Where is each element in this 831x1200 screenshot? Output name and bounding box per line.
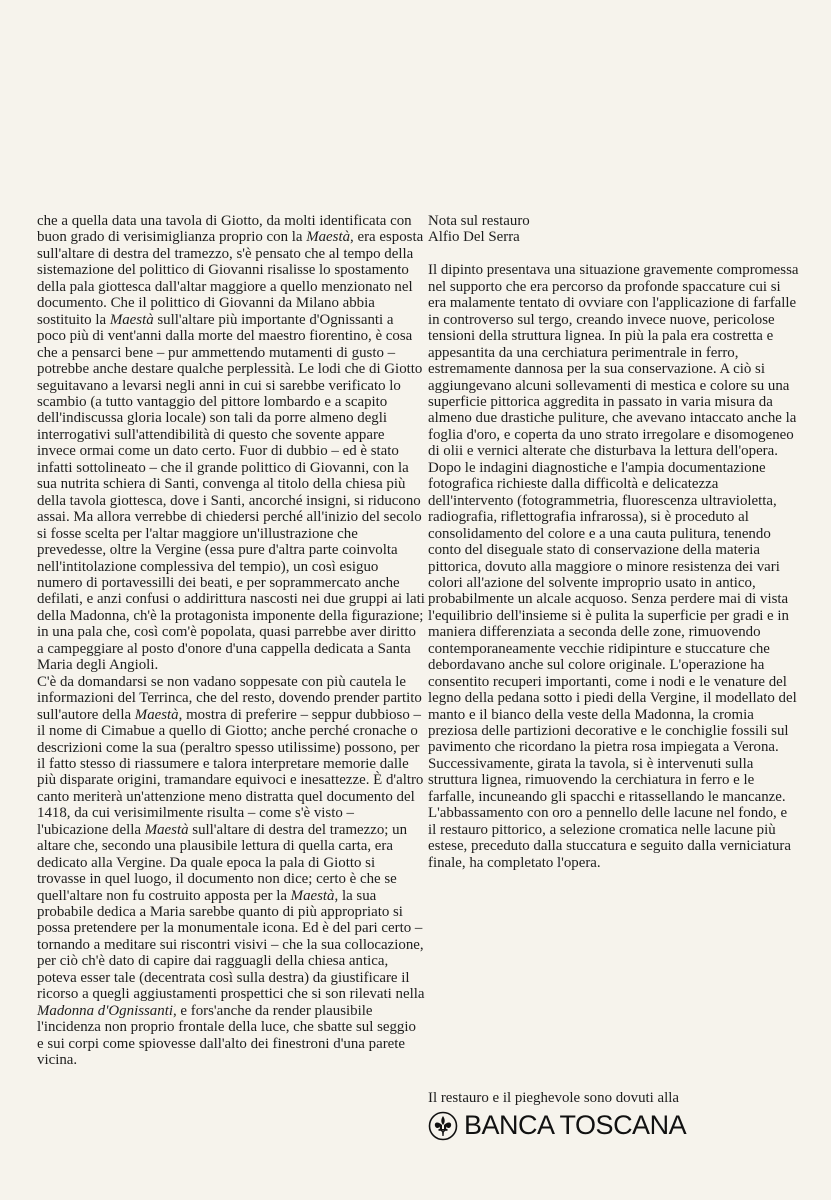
- sponsor-credit: Il restauro e il pieghevole sono dovuti alla: [428, 1090, 680, 1106]
- left-paragraph-2: C'è da domandarsi se non vadano soppesate con più cautela le informazioni del Terrinca, che del resto, dovendo prender partito sull'autore della Maestà, mostra di preferire – seppur dubbioso – il nome di Cimabue a quello di Giotto; anche perché cronache o descrizioni come la sua (peraltro spesso utilissime) possono, per il fatto stesso di riassumere e talora interpretare memorie dalle più disparate origini, tramandare equivoci e inesattezze. È d'altro canto meriterà un'attenzione meno distratta quel documento del 1418, da cui verisimilmente risulta – come s'è visto – l'ubicazione della Maestà sull'altare di destra del tramezzo; un altare che, secondo una plausibile lettura di quella carta, era dedicato alla Vergine. Da quale epoca la pala di Giotto si trovasse in quel luogo, il documento non dice; certo è che se quell'altare non fu costruito apposta per la Maestà, la sua probabile dedica a Maria sarebbe quanto di più appropriato si possa pretendere per la monumentale icona. Ed è del pari certo – tornando a meditare sui riscontri visivi – che la sua collocazione, per ciò ch'è dato di capire dai ragguagli della chiesa antica, poteva esser tale (decentrata così sulla destra) da giustificare il ricorso a quegli aggiustamenti prospettici che si son rilevati nella Madonna d'Ognissanti, e fors'anche da render plausibile l'incidenza non proprio frontale della luce, che sbatte sul seggio e sui corpi come spiovesse dall'alto dei finestroni d'una parete vicina.: [37, 673, 425, 1069]
- right-paragraph-2: Dopo le indagini diagnostiche e l'ampia documentazione fotografica richieste dalla difficoltà e delicatezza dell'intervento (fotogrammetria, fluorescenza ultravioletta, radiografia, riflettografia infrarossa), si è proceduto al consolidamento del colore e a una cauta pulitura, tenendo conto del diseguale stato di conservazione della materia pittorica, dovuto alla maggiore o minore resistenza dei vari colori all'azione del solvente improprio usato in antico, probabilmente un alcale acquoso. Senza perdere mai di vista l'equilibrio dell'insieme si è pulita la superficie per gradi e in maniera differenziata a seconda delle zone, rimuovendo contemporaneamente vecchie ridipinture e stuccature che debordavano anche sul colore originale. L'operazione ha consentito recuperi importanti, come i nodi e le venature del legno della pedana sotto i piedi della Vergine, il modellato del manto e il bianco della veste della Madonna, la cromia preziosa delle partizioni decorative e le conchiglie fossili sul pavimento che ricordano la pietra rosa impiegata a Verona. Successivamente, girata la tavola, si è intervenuti sulla struttura lignea, rimuovendo la cerchiatura in ferro e le farfalle, incuneando gli spacchi e ritassellando le mancanze.: [428, 459, 797, 805]
- fleur-de-lis-icon: [428, 1111, 458, 1141]
- right-paragraph-3: L'abbassamento con oro a pennello delle lacune nel fondo, e il restauro pittorico, a selezione cromatica nelle lacune più estese, preceduto dalla stuccatura e seguito dalla verniciatura finale, ha completato l'opera.: [428, 805, 791, 871]
- restoration-note-title: Nota sul restauro: [428, 213, 530, 229]
- banca-toscana-logo: [428, 1110, 686, 1141]
- right-column: [428, 213, 799, 871]
- heading-spacer: [428, 246, 799, 262]
- left-paragraph-1: che a quella data una tavola di Giotto, da molti identificata con buon grado di verisimiglianza proprio con la Maestà, era esposta sull'altare di destra del tramezzo, s'è pensato che al tempo della sistemazione del polittico di Giovanni risalisse lo spostamento della pala giottesca dall'altar maggiore a quello menzionato nel documento. Che il polittico di Giovanni da Milano abbia sostituito la Maestà sull'altare più importante d'Ognissanti a poco più di vent'anni dalla morte del maestro fiorentino, è cosa che a pensarci bene – pur ammettendo mutamenti di gusto – potrebbe anche destare qualche perplessità. Le lodi che di Giotto seguitavano a levarsi negli anni in cui si sarebbe verificato lo scambio (a tutto vantaggio del pittore lombardo e a scapito dell'indiscussa gloria locale) son tali da porre almeno degli interrogativi sull'attendibilità di questo che sovente appare invece ormai come un dato certo. Fuor di dubbio – ed è stato infatti sottolineato – che il grande polittico di Giovanni, con la sua nutrita schiera di Santi, convenga al titolo della chiesa più della tavola giottesca, dove i Santi, ancorché insigni, si riducono assai. Ma allora verrebbe di chiedersi perché all'inizio del secolo si fosse scelta per l'altar maggiore un'illustrazione che prevedesse, oltre la Vergine (essa pure d'altra parte coinvolta nell'intitolazione complessiva del tempio), un così esiguo numero di portavessilli dei beati, e per soprammercato anche defilati, e anzi confusi o addirittura nascosti nei due gruppi ai lati della Madonna, ch'è la protagonista imponente della figurazione; in una pala che, così com'è popolata, quasi parrebbe aver diritto a campeggiare al posto d'onore d'una cappella dedicata a Santa Maria degli Angioli.: [37, 213, 425, 674]
- logo-wordmark: BANCA TOSCANA: [464, 1110, 687, 1140]
- restoration-note-author: Alfio Del Serra: [428, 229, 520, 246]
- left-column: [37, 213, 425, 1069]
- right-paragraph-1: Il dipinto presentava una situazione gravemente compromessa nel supporto che era percorso da profonde spaccature cui si era malamente tentato di ovviare con l'applicazione di farfalle in controverso sul tergo, creando invece nuove, pericolose tensioni della struttura lignea. In più la pala era costretta e appesantita da una cerchiatura perimentrale in ferro, estremamente dannosa per la sua conservazione. A ciò si aggiungevano alcuni sollevamenti di mestica e colore su una superficie pittorica aggredita in passato in varia misura da almeno due drastiche puliture, che avevano intaccato anche la foglia d'oro, e coperta da uno strato irregolare e disomogeneo di olii e vernici alterate che disturbava la lettura dell'opera.: [428, 262, 799, 460]
